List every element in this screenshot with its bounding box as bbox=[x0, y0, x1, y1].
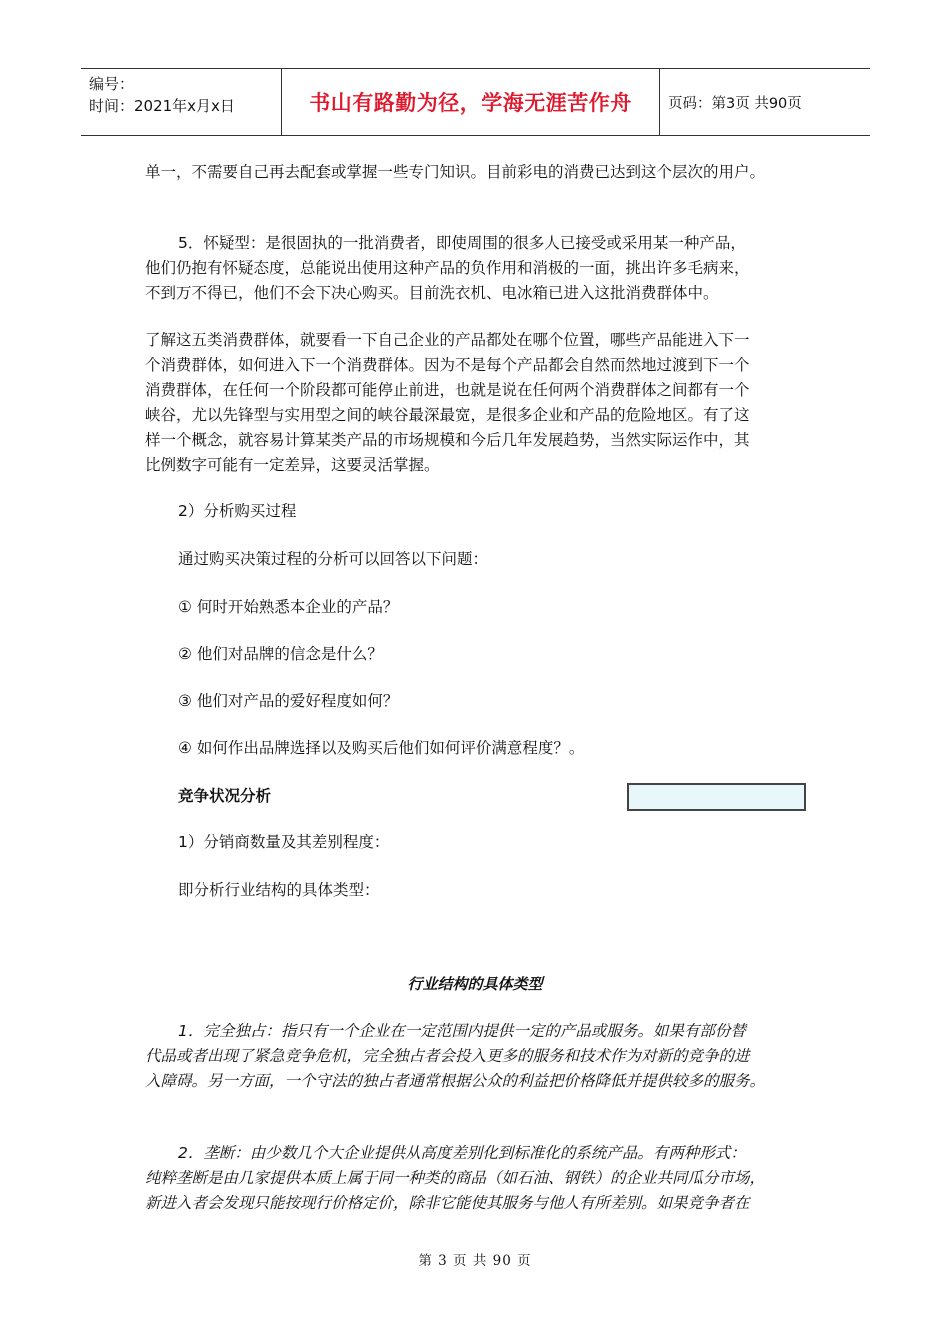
text-line: 消费群体，在任何一个阶段都可能停止前进，也就是说在任何两个消费群体之间都有一个 bbox=[145, 381, 750, 399]
question-2: ② 他们对品牌的信念是什么？ bbox=[178, 645, 383, 663]
competition-item-1: 1）分销商数量及其差别程度： bbox=[178, 833, 390, 851]
text-line: 纯粹垄断是由几家提供本质上属于同一种类的商品（如石油、钢铁）的企业共同瓜分市场， bbox=[145, 1169, 766, 1187]
text-line: 2．垄断：由少数几个大企业提供从高度差别化到标准化的系统产品。有两种形式： bbox=[178, 1144, 746, 1162]
paragraph-continue bbox=[145, 160, 815, 185]
text-line: 了解这五类消费群体，就要看一下自己企业的产品都处在哪个位置，哪些产品能进入下一 bbox=[145, 331, 750, 349]
number-label: 编号： bbox=[89, 75, 135, 93]
header-motto: 书山有路勤为径，学海无涯苦作舟 bbox=[282, 69, 660, 135]
text-line: 他们仍抱有怀疑态度，总能说出使用这种产品的负作用和消极的一面，挑出许多毛病来， bbox=[145, 259, 750, 277]
question-3: ③ 他们对产品的爱好程度如何？ bbox=[178, 692, 399, 710]
section-heading-purchase: 2）分析购买过程 bbox=[178, 502, 297, 520]
text-line: 样一个概念，就容易计算某类产品的市场规模和今后几年发展趋势，当然实际运作中，其 bbox=[145, 431, 750, 449]
text-line: 代品或者出现了紧急竞争危机，完全独占者会投入更多的服务和技术作为对新的竞争的进 bbox=[145, 1047, 750, 1065]
paragraph-skeptic bbox=[145, 231, 815, 306]
competition-item-2: 即分析行业结构的具体类型： bbox=[178, 881, 380, 899]
header-page-label: 页码：第3页 共90页 bbox=[668, 95, 802, 112]
text-line: 新进入者会发现只能按现行价格定价，除非它能使其服务与他人有所差别。如果竞争者在 bbox=[145, 1194, 750, 1212]
paragraph-monopoly bbox=[145, 1019, 815, 1094]
paragraph-understand bbox=[145, 328, 815, 478]
text-line: 不到万不得已，他们不会下决心购买。目前洗衣机、电冰箱已进入这批消费群体中。 bbox=[145, 284, 719, 302]
text-line: 个消费群体，如何进入下一个消费群体。因为不是每个产品都会自然而然地过渡到下一个 bbox=[145, 356, 750, 374]
text-line: 5．怀疑型：是很固执的一批消费者，即使周围的很多人已接受或采用某一种产品， bbox=[178, 234, 746, 252]
text-line: 单一，不需要自己再去配套或掌握一些专门知识。目前彩电的消费已达到这个层次的用户。 bbox=[145, 163, 766, 181]
competition-heading: 竞争状况分析 bbox=[178, 787, 272, 805]
time-label: 时间：2021年x月x日 bbox=[89, 97, 235, 115]
question-1: ① 何时开始熟悉本企业的产品？ bbox=[178, 598, 399, 616]
page-footer: 第 3 页 共 90 页 bbox=[418, 1253, 532, 1269]
header-meta bbox=[81, 69, 282, 135]
text-line: 比例数字可能有一定差异，这要灵活掌握。 bbox=[145, 456, 440, 474]
text-line: 1．完全独占：指只有一个企业在一定范围内提供一定的产品或服务。如果有部份替 bbox=[178, 1022, 746, 1040]
question-4: ④ 如何作出品牌选择以及购买后他们如何评价满意程度？。 bbox=[178, 739, 585, 757]
text-line: 入障碍。另一方面，一个守法的独占者通常根据公众的利益把价格降低并提供较多的服务。 bbox=[145, 1072, 766, 1090]
page-header bbox=[81, 68, 870, 136]
intro-questions: 通过购买决策过程的分析可以回答以下问题： bbox=[178, 550, 489, 568]
industry-structure-title: 行业结构的具体类型 bbox=[407, 975, 543, 993]
paragraph-oligopoly bbox=[145, 1141, 815, 1216]
text-line: 峡谷，尤以先锋型与实用型之间的峡谷最深最宽，是很多企业和产品的危险地区。有了这 bbox=[145, 406, 750, 424]
highlight-box bbox=[627, 783, 806, 811]
